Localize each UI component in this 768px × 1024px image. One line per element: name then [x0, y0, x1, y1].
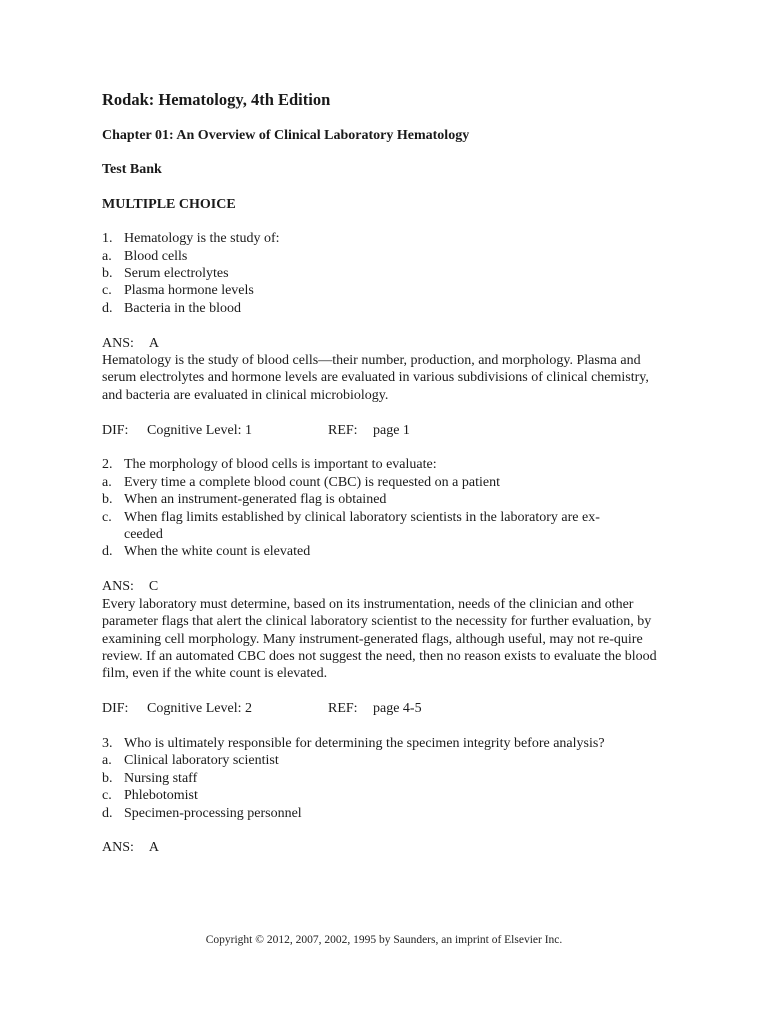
question-number: 2.	[102, 457, 113, 473]
option-text: Serum electrolytes	[124, 266, 229, 282]
option-letter: b.	[102, 266, 113, 282]
answer-option	[102, 543, 672, 560]
option-letter: b.	[102, 770, 113, 786]
option-text: Clinical laboratory scientist	[124, 753, 279, 769]
difficulty-value: Cognitive Level: 2	[147, 701, 252, 717]
option-letter: d.	[102, 300, 113, 316]
answer-option	[102, 248, 672, 265]
option-text: Specimen-processing personnel	[124, 805, 302, 821]
reference-label: REF:	[328, 422, 358, 438]
chapter-heading: Chapter 01: An Overview of Clinical Laboratory Hematology	[102, 128, 470, 143]
answer-option	[102, 282, 672, 299]
option-letter: c.	[102, 283, 112, 299]
answer-label: ANS:	[102, 335, 134, 351]
difficulty-reference-line	[102, 700, 672, 717]
answer-option	[102, 265, 672, 282]
document-page	[102, 90, 672, 857]
answer-label: ANS:	[102, 579, 134, 595]
option-text: Blood cells	[124, 248, 188, 264]
answer-option	[102, 509, 672, 544]
question-text: Who is ultimately responsible for determining the specimen integrity before analysis?	[124, 735, 605, 751]
option-text: Bacteria in the blood	[124, 300, 242, 316]
question-stem	[102, 456, 672, 473]
document-title: Rodak: Hematology, 4th Edition	[102, 90, 331, 109]
question-text: The morphology of blood cells is important to evaluate:	[124, 457, 437, 473]
reference-label: REF:	[328, 701, 358, 717]
section-heading: MULTIPLE CHOICE	[102, 196, 236, 212]
question-1	[102, 230, 672, 456]
answer-option	[102, 474, 672, 491]
question-text: Hematology is the study of:	[124, 231, 280, 247]
rationale-text: Every laboratory must determine, based on its instrumentation, needs of the clinician and other parameter flags that alert the clinical laboratory scientist to the necessity for further evaluation, by examining cell morphology. Many instrument-generated flags, although useful, may not re-quire review. If an automated CBC does not suggest the need, then no reason exists to evaluate the blood film, even if the white count is elevated.	[102, 596, 657, 682]
option-letter: d.	[102, 544, 113, 560]
option-letter: c.	[102, 788, 112, 804]
answer-key: A	[148, 335, 160, 351]
option-text: Phlebotomist	[124, 788, 198, 804]
reference-value: page 4-5	[373, 701, 422, 717]
option-letter: a.	[102, 753, 112, 769]
question-stem	[102, 735, 672, 752]
question-3	[102, 735, 672, 857]
difficulty-reference-line	[102, 422, 672, 439]
answer-label: ANS:	[102, 840, 134, 856]
answer-option	[102, 770, 672, 787]
option-letter: b.	[102, 492, 113, 508]
option-text: When flag limits established by clinical laboratory scientists in the laboratory are ex-ceeded	[124, 509, 600, 543]
answer-line	[102, 839, 672, 856]
question-stem	[102, 230, 672, 247]
answer-option	[102, 805, 672, 822]
difficulty-label: DIF:	[102, 701, 129, 717]
answer-option	[102, 300, 672, 317]
option-text: Plasma hormone levels	[124, 283, 254, 299]
difficulty-label: DIF:	[102, 422, 129, 438]
test-bank-heading: Test Bank	[102, 162, 162, 178]
option-letter: d.	[102, 805, 113, 821]
option-text: Every time a complete blood count (CBC) is requested on a patient	[124, 474, 500, 490]
reference-value: page 1	[373, 422, 410, 438]
answer-line	[102, 578, 672, 595]
answer-line	[102, 335, 672, 352]
option-letter: a.	[102, 474, 112, 490]
answer-key: C	[148, 579, 159, 595]
answer-option	[102, 787, 672, 804]
question-2	[102, 456, 672, 734]
answer-key: A	[148, 840, 160, 856]
question-number: 1.	[102, 231, 113, 247]
option-letter: c.	[102, 509, 112, 525]
answer-option	[102, 752, 672, 769]
option-text: Nursing staff	[124, 770, 198, 786]
option-text: When an instrument-generated flag is obtained	[124, 492, 387, 508]
question-number: 3.	[102, 735, 113, 751]
option-letter: a.	[102, 248, 112, 264]
option-text: When the white count is elevated	[124, 544, 311, 560]
difficulty-value: Cognitive Level: 1	[147, 422, 252, 438]
copyright-footer: Copyright © 2012, 2007, 2002, 1995 by Saunders, an imprint of Elsevier Inc.	[205, 934, 563, 946]
answer-option	[102, 491, 672, 508]
rationale-text: Hematology is the study of blood cells—their number, production, and morphology. Plasma and serum electrolytes and hormone levels are evaluated in various subdivisions of clinical chemistry, and bacteria are evaluated in clinical microbiology.	[102, 353, 649, 403]
